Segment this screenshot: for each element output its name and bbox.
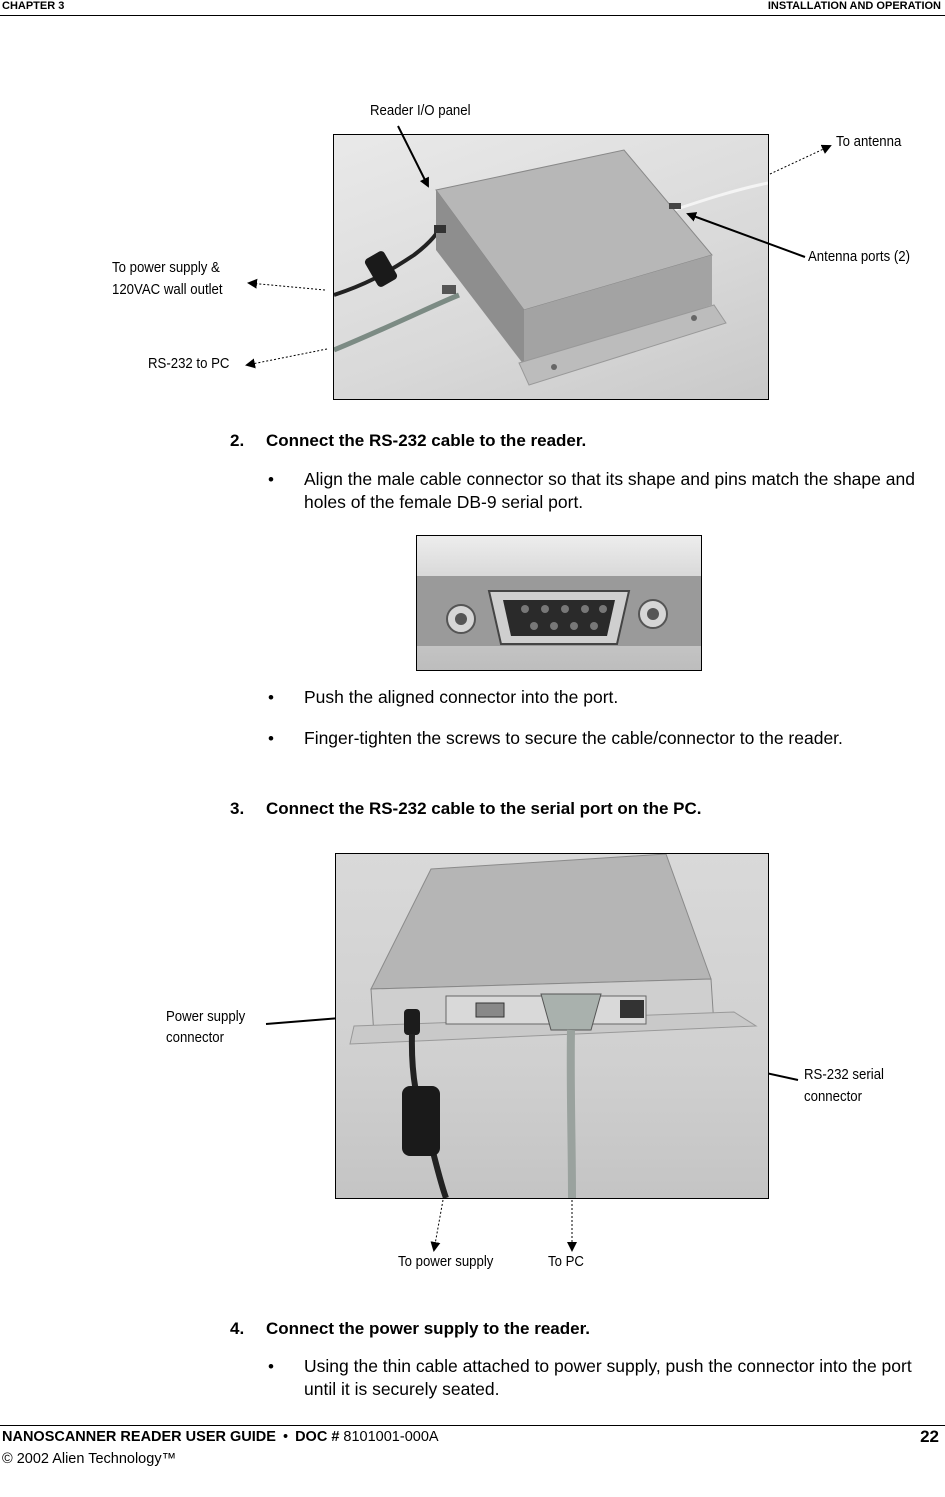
footer-copyright: © 2002 Alien Technology™ (2, 1451, 177, 1467)
step-2-bullet-3: Finger-tighten the screws to secure the cable/connector to the reader. (304, 728, 843, 748)
section-label: INSTALLATION AND OPERATION (767, 0, 941, 12)
page-number: 22 (920, 1427, 939, 1446)
footer-doc-number: 8101001-000A (343, 1429, 439, 1445)
footer-rule (0, 1425, 945, 1426)
arrow-to-power-supply (434, 1200, 443, 1250)
label-reader-io-panel: Reader I/O panel (370, 102, 471, 119)
bullet-dot: • (268, 688, 274, 707)
db9-port-illustration (417, 536, 701, 670)
reader-photo-back (335, 853, 769, 1199)
label-power-supply-connector-line1: Power supply (166, 1008, 246, 1025)
step-2-title: Connect the RS-232 cable to the reader. (266, 431, 587, 450)
label-power-supply-line1: To power supply & (112, 259, 220, 276)
step-3-number: 3. (230, 799, 245, 818)
arrow-power-supply (249, 283, 325, 290)
reader-illustration-top (334, 135, 768, 399)
label-power-supply-line2: 120VAC wall outlet (112, 281, 223, 298)
step-3-title: Connect the RS-232 cable to the serial port on the PC. (266, 799, 702, 818)
arrow-to-antenna (770, 146, 830, 174)
arrow-rs232-pc (247, 349, 327, 365)
footer-guide: NANOSCANNER READER USER GUIDE (2, 1429, 276, 1445)
footer-doc-label: DOC # (295, 1429, 340, 1445)
reader-illustration-back (336, 854, 768, 1198)
step-4-title: Connect the power supply to the reader. (266, 1319, 590, 1338)
header-rule (0, 15, 945, 16)
bullet-dot: • (268, 470, 274, 489)
chapter-label: CHAPTER 3 (2, 0, 65, 12)
step-4-number: 4. (230, 1319, 245, 1338)
footer-doc-line (2, 1429, 439, 1445)
step-2-bullet-2: Push the aligned connector into the port. (304, 687, 619, 707)
db9-port-photo (416, 535, 702, 671)
label-rs232-serial-line2: connector (804, 1088, 862, 1105)
reader-photo-top (333, 134, 769, 400)
label-to-antenna: To antenna (836, 133, 902, 150)
label-to-pc: To PC (548, 1253, 584, 1270)
step-2-number: 2. (230, 431, 245, 450)
step-2-bullet-1: Align the male cable connector so that its shape and pins match the shape and holes of the female DB-9 serial port. (304, 469, 915, 512)
bullet-dot: • (268, 729, 274, 748)
step-4-bullet-1: Using the thin cable attached to power supply, push the connector into the port until it is securely seated. (304, 1356, 912, 1399)
footer-separator: • (282, 1429, 289, 1445)
label-power-supply-connector-line2: connector (166, 1029, 224, 1046)
label-to-power-supply: To power supply (398, 1253, 494, 1270)
label-rs232-serial-line1: RS-232 serial (804, 1066, 884, 1083)
label-rs232-to-pc: RS-232 to PC (148, 355, 230, 372)
bullet-dot: • (268, 1357, 274, 1376)
label-antenna-ports: Antenna ports (2) (808, 248, 910, 265)
